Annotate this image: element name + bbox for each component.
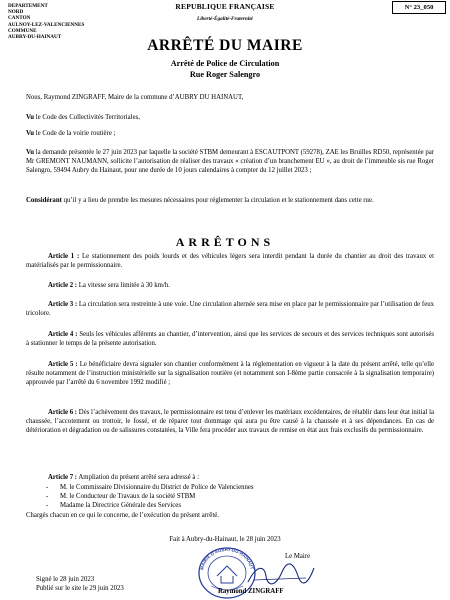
article-2 [26, 282, 434, 291]
article-text: La vitesse sera limitée à 30 km/h. [77, 282, 170, 289]
vu-label: Vu [26, 149, 35, 156]
list-item: - Madame la Directrice Générale des Services [46, 501, 181, 509]
stamp-text: MAIRIE D’AUBRY-DU-HAINAUT [199, 546, 255, 571]
republique-heading: REPUBLIQUE FRANÇAISE [175, 2, 275, 11]
article-5 [26, 361, 434, 388]
header-line: AUBRY-DU-HAINAUT [8, 34, 62, 41]
article-1 [26, 253, 434, 271]
list-item-text: M. le Conducteur de Travaux de la société STBM [60, 492, 196, 500]
street-subtitle: Rue Roger Salengro [189, 70, 261, 79]
considerant-label: Considérant [26, 197, 62, 204]
vu-label: Vu [26, 130, 35, 137]
signatory-name: Raymond ZINGRAFF [218, 588, 284, 595]
header-line: CANTON [8, 15, 31, 22]
article-text: Dès l’achèvement des travaux, le permissionnaire est tenu d’enlever les matériaux excédentaires, de rétablir dans leur état initial la chaussée, l’accotement ou trottoir, le fossé, et de réparer tout dommage qui aura pu être causé à la chaussée et à ses dépendances. En cas de détérioration et dégradation ou de salissures constatées, la Ville fera procéder aux travaux de remise en état aux frais exclusifs du permissionnaire. [26, 409, 434, 434]
arretons-heading: ARRÊTONS [175, 235, 275, 249]
vu-text: le Code de la voirie routière ; [34, 130, 116, 137]
signed-date: Signé le 28 juin 2023 [36, 576, 95, 583]
header-line: NORD [8, 9, 24, 16]
considerant-paragraph [26, 197, 434, 206]
article-text: Le stationnement des poids lourds et des véhicules légers sera interdit pendant la durée du chantier au droit des travaux et matérialisés par le permissionnaire. [26, 253, 434, 269]
header-line: COMMUNE [8, 27, 37, 34]
article-text: Ampliation du présent arrêté sera adressé à : [77, 474, 199, 481]
list-item-text: Madame la Directrice Générale des Services [60, 501, 181, 509]
vu-demande-paragraph [26, 149, 434, 176]
vu-text: le Code des Collectivités Territoriales, [34, 114, 140, 121]
published-date: Publié sur le site le 29 juin 2023 [36, 585, 124, 592]
arrete-number-box: N° 23_050 [392, 1, 446, 14]
handwritten-signature [246, 562, 316, 588]
list-item: - M. le Conducteur de Travaux de la société STBM [46, 492, 196, 500]
article-4 [26, 331, 434, 349]
header-line: AULNOY-LEZ-VALENCIENNES [8, 21, 85, 28]
devise-text: Liberté-Égalité-Fraternité [197, 16, 253, 22]
article-label: Article 2 : [48, 282, 78, 289]
header-line: DEPARTEMENT [8, 3, 48, 9]
list-item-text: M. le Commissaire Divisionnaire du District de Police de Valenciennes [60, 484, 254, 491]
article-label: Article 5 : [48, 361, 78, 368]
vu-label: Vu [26, 114, 35, 121]
ampliation-list [26, 484, 254, 511]
considerant-text: qu’il y a lieu de prendre les mesures nécessaires pour réglementer la circulation et le stationnement dans cette rue. [61, 197, 374, 204]
charges-text: Chargés chacun en ce qui le concerne, de l’exécution du présent arrêté. [26, 512, 219, 519]
article-label: Article 6 : [48, 409, 78, 416]
document-title: ARRÊTÉ DU MAIRE [147, 37, 303, 54]
article-label: Article 3 : [48, 301, 78, 308]
preamble-nous: Nous, Raymond ZINGRAFF, Maire de la commune d’AUBRY DU HAINAUT, [26, 94, 244, 101]
article-7 [26, 474, 434, 483]
article-3 [26, 301, 434, 319]
article-label: Article 7 : [48, 474, 78, 481]
vu-text: la demande présentée le 27 juin 2023 par laquelle la société STBM demeurant à ESCAUTPONT (59278), ZAE les Bruilles RD50, représentée par Mr GREMONT NAUMANN, sollicite l’autorisation de réaliser des travaux « création d’un branchement EU », au droit de l’immeuble sis rue Roger Salengro, 59494 Aubry du Hainaut, pour une durée de 10 jours calendaires à compter du 12 juillet 2023 ; [26, 149, 434, 174]
article-text: Le bénéficiaire devra signaler son chantier conformément à la réglementation en vigueur à la date du présent arrêté, telle qu’elle résulte notamment de l’instruction ministérielle sur la signalisation routière (et notamment son I-8ème partie consacrée à la signalisation temporaire) approuvée par l’arrêté du 6 novembre 1992 modifié ; [26, 361, 434, 386]
vu-paragraph [26, 130, 434, 139]
article-text: La circulation sera restreinte à une voie. Une circulation alternée sera mise en place par le permissionnaire par l’utilisation de feux tricolore. [26, 301, 435, 317]
article-label: Article 1 : [48, 253, 80, 260]
article-label: Article 4 : [48, 331, 78, 338]
fait-a-line: Fait à Aubry-du-Hainaut, le 28 juin 2023 [169, 536, 281, 543]
list-item: - M. le Commissaire Divisionnaire du District de Police de Valenciennes [46, 484, 254, 491]
document-subtitle: Arrêté de Police de Circulation [170, 59, 280, 68]
vu-paragraph [26, 114, 434, 123]
le-maire-label: Le Maire [285, 553, 311, 560]
article-text: Seuls les véhicules afférents au chantier, d’intervention, ainsi que les services de secours et des services techniques sont autorisés à stationner le temps de la présente autorisation. [26, 331, 435, 347]
article-6 [26, 409, 434, 436]
